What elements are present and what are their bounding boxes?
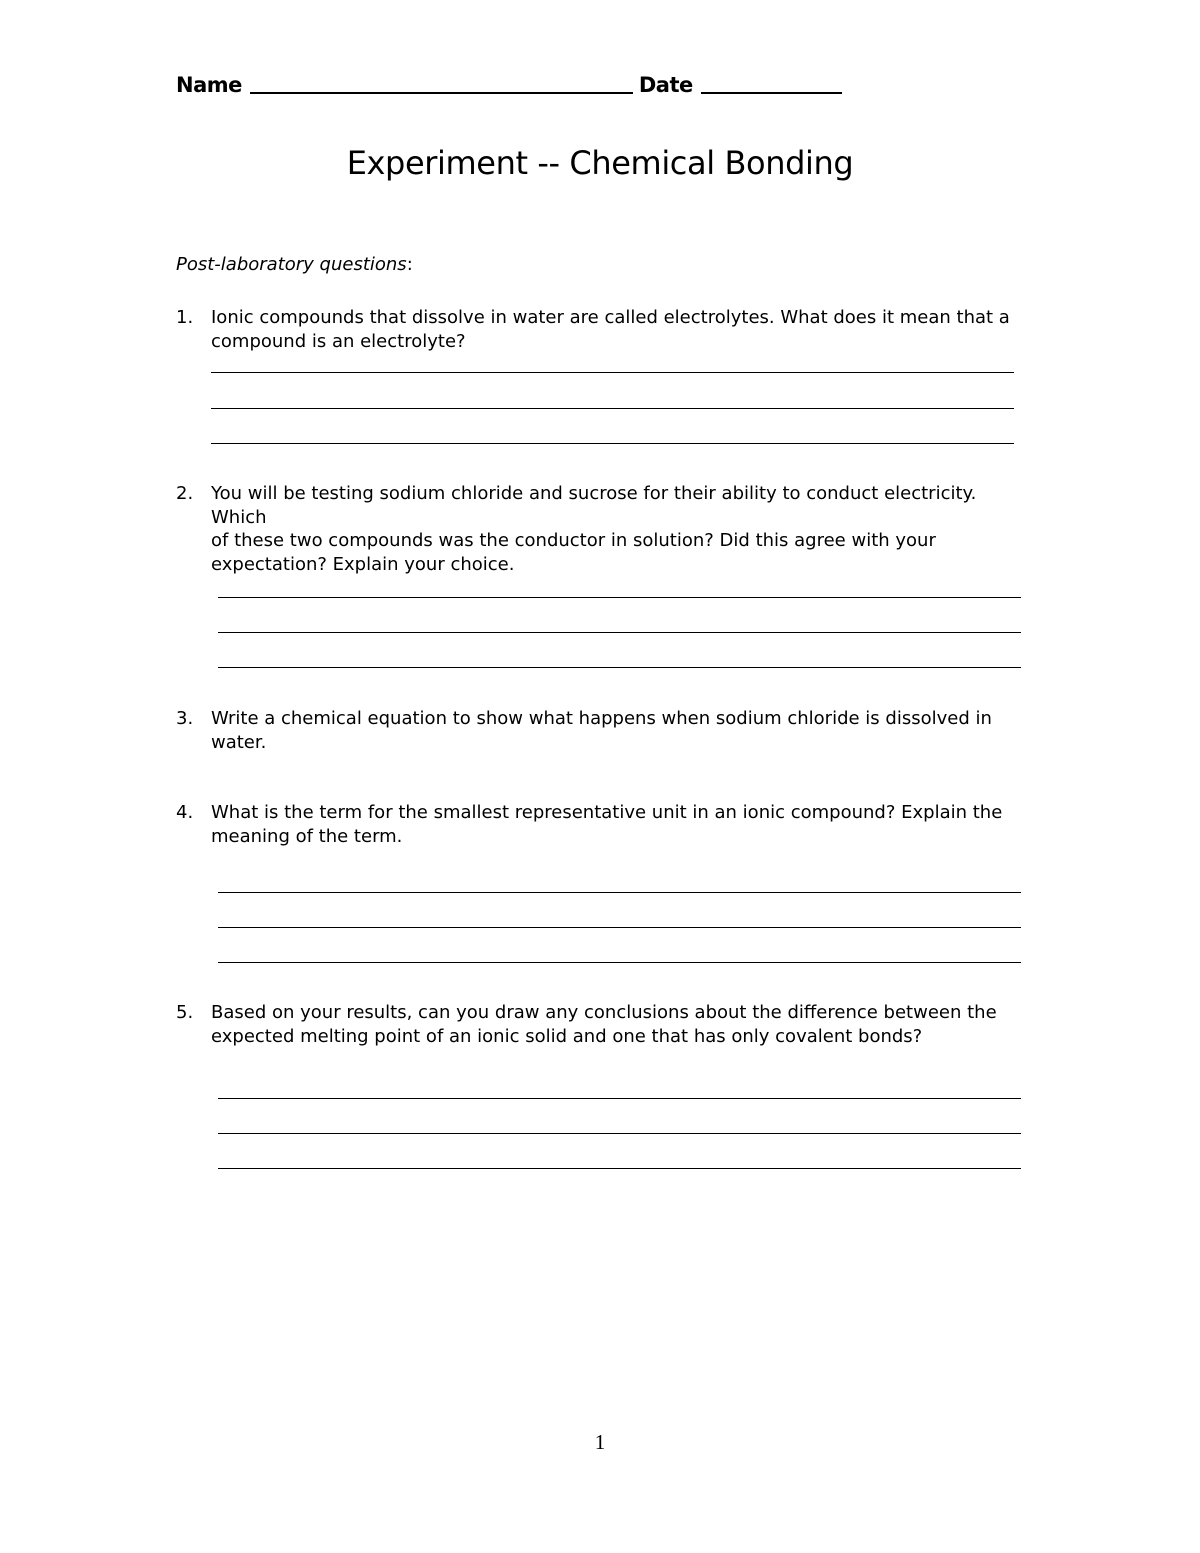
answer-line <box>218 1133 1021 1134</box>
answer-line <box>218 1098 1021 1099</box>
subheading-colon: : <box>406 254 413 275</box>
date-label: Date <box>638 73 693 97</box>
question-1 <box>176 306 1026 353</box>
question-text: Based on your results, can you draw any conclusions about the difference between the expected melting point of an ionic solid and one that has only covalent bonds? <box>211 1002 997 1047</box>
question-5 <box>176 1001 1026 1048</box>
header-line <box>176 72 842 97</box>
answer-line <box>218 892 1021 893</box>
question-text: Ionic compounds that dissolve in water are called electrolytes. What does it mean that a compound is an electrolyte? <box>211 307 1010 352</box>
page-number: 1 <box>594 1430 606 1454</box>
answer-line <box>211 372 1014 373</box>
answer-line <box>218 667 1021 668</box>
question-3 <box>176 707 1026 754</box>
question-4 <box>176 801 1026 848</box>
question-number: 2. <box>176 483 194 504</box>
question-text: You will be testing sodium chloride and sucrose for their ability to conduct electricity. Which of these two compounds was the conductor in solution? Did this agree with your expectation? Explain your choice. <box>211 483 977 575</box>
question-2 <box>176 482 1026 576</box>
answer-line <box>211 443 1014 444</box>
answer-line <box>218 632 1021 633</box>
answer-line <box>218 962 1021 963</box>
page-title: Experiment -- Chemical Bonding <box>346 144 854 182</box>
question-number: 3. <box>176 708 194 729</box>
question-number: 1. <box>176 307 194 328</box>
answer-line <box>218 1168 1021 1169</box>
answer-line <box>211 408 1014 409</box>
date-blank <box>701 72 842 94</box>
question-number: 5. <box>176 1002 194 1023</box>
answer-line <box>218 597 1021 598</box>
subheading <box>176 254 413 275</box>
question-text: Write a chemical equation to show what happens when sodium chloride is dissolved in water. <box>211 708 992 753</box>
answer-line <box>218 927 1021 928</box>
question-number: 4. <box>176 802 194 823</box>
name-label: Name <box>176 73 242 97</box>
question-text: What is the term for the smallest representative unit in an ionic compound? Explain the meaning of the term. <box>211 802 1003 847</box>
subheading-text: Post-laboratory questions <box>176 254 407 275</box>
name-blank <box>250 72 633 94</box>
